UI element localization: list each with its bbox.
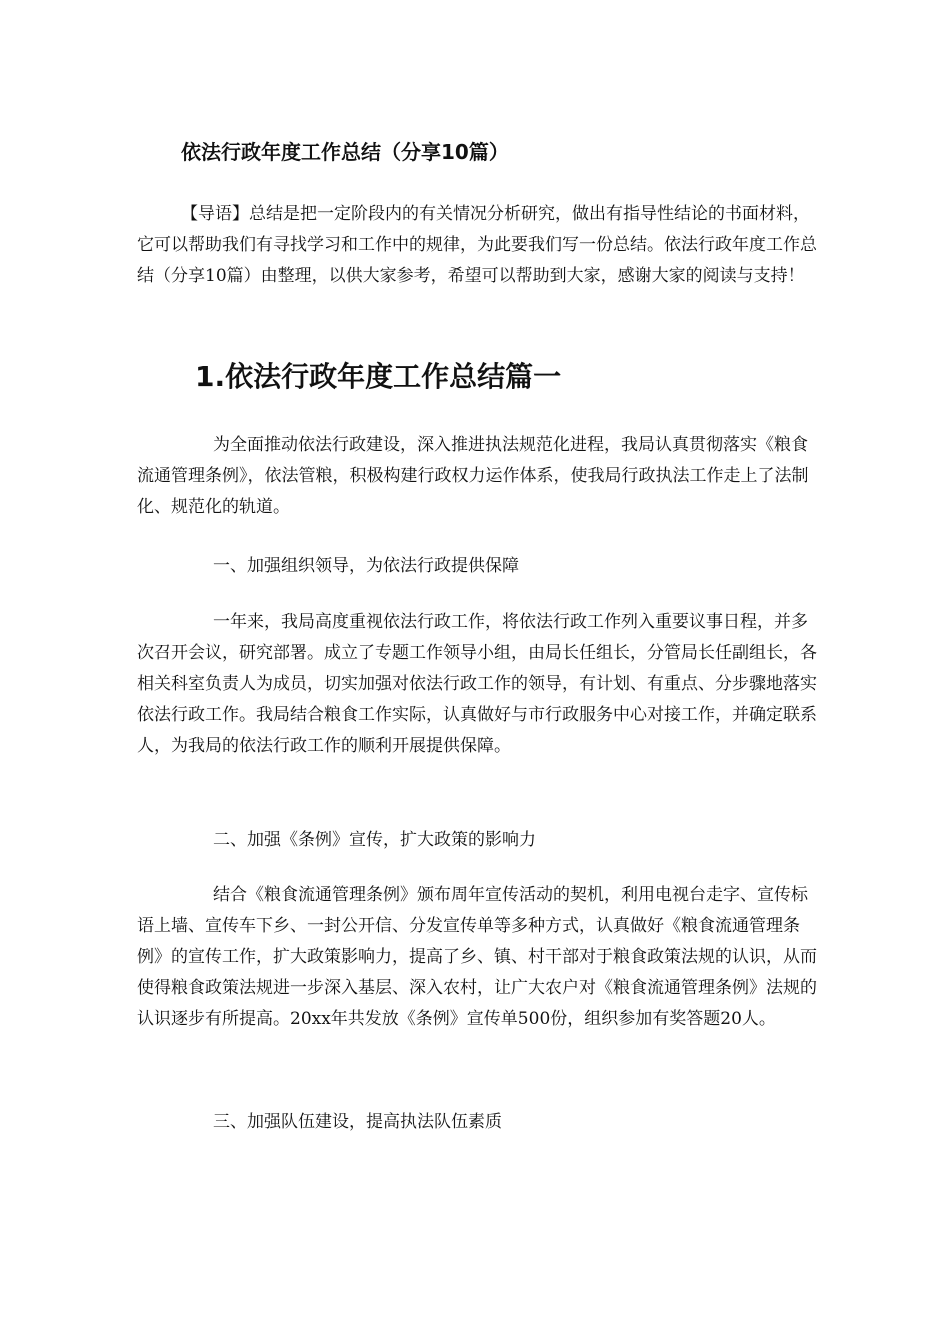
section-heading: 1.依法行政年度工作总结篇一 xyxy=(195,360,562,393)
body-paragraph-1: 为全面推动依法行政建设，深入推进执法规范化进程，我局认真贯彻落实《粮食流通管理条例》，依法管粮，积极构建行政权力运作体系，使我局行政执法工作走上了法制化、规范化的轨道。 xyxy=(137,435,809,517)
subheading-3: 三、加强队伍建设，提高执法队伍素质 xyxy=(213,1112,502,1132)
body-paragraph-2: 一年来，我局高度重视依法行政工作，将依法行政工作列入重要议事日程，并多次召开会议，研究部署。成立了专题工作领导小组，由局长任组长，分管局长任副组长，各相关科室负责人为成员，切实加强对依法行政工作的领导，有计划、有重点、分步骤地落实依法行政工作。我局结合粮食工作实际，认真做好与市行政服务中心对接工作，并确定联系人，为我局的依法行政工作的顺利开展提供保障。 xyxy=(137,612,817,756)
subheading-1: 一、加强组织领导，为依法行政提供保障 xyxy=(213,556,519,576)
subheading-2: 二、加强《条例》宣传，扩大政策的影响力 xyxy=(213,830,536,850)
document-title: 依法行政年度工作总结（分享10篇） xyxy=(181,140,509,164)
body-paragraph-3: 结合《粮食流通管理条例》颁布周年宣传活动的契机，利用电视台走字、宣传标语上墙、宣传车下乡、一封公开信、分发宣传单等多种方式，认真做好《粮食流通管理条例》的宣传工作，扩大政策影响力，提高了乡、镇、村干部对于粮食政策法规的认识，从而使得粮食政策法规进一步深入基层、深入农村，让广大农户对《粮食流通管理条例》法规的认识逐步有所提高。20xx年共发放《条例》宣传单500份，组织参加有奖答题20人。 xyxy=(137,885,817,1029)
intro-paragraph: 【导语】总结是把一定阶段内的有关情况分析研究，做出有指导性结论的书面材料，它可以帮助我们有寻找学习和工作中的规律，为此要我们写一份总结。依法行政年度工作总结（分享10篇）由整理，以供大家参考，希望可以帮助到大家，感谢大家的阅读与支持！ xyxy=(137,204,817,286)
